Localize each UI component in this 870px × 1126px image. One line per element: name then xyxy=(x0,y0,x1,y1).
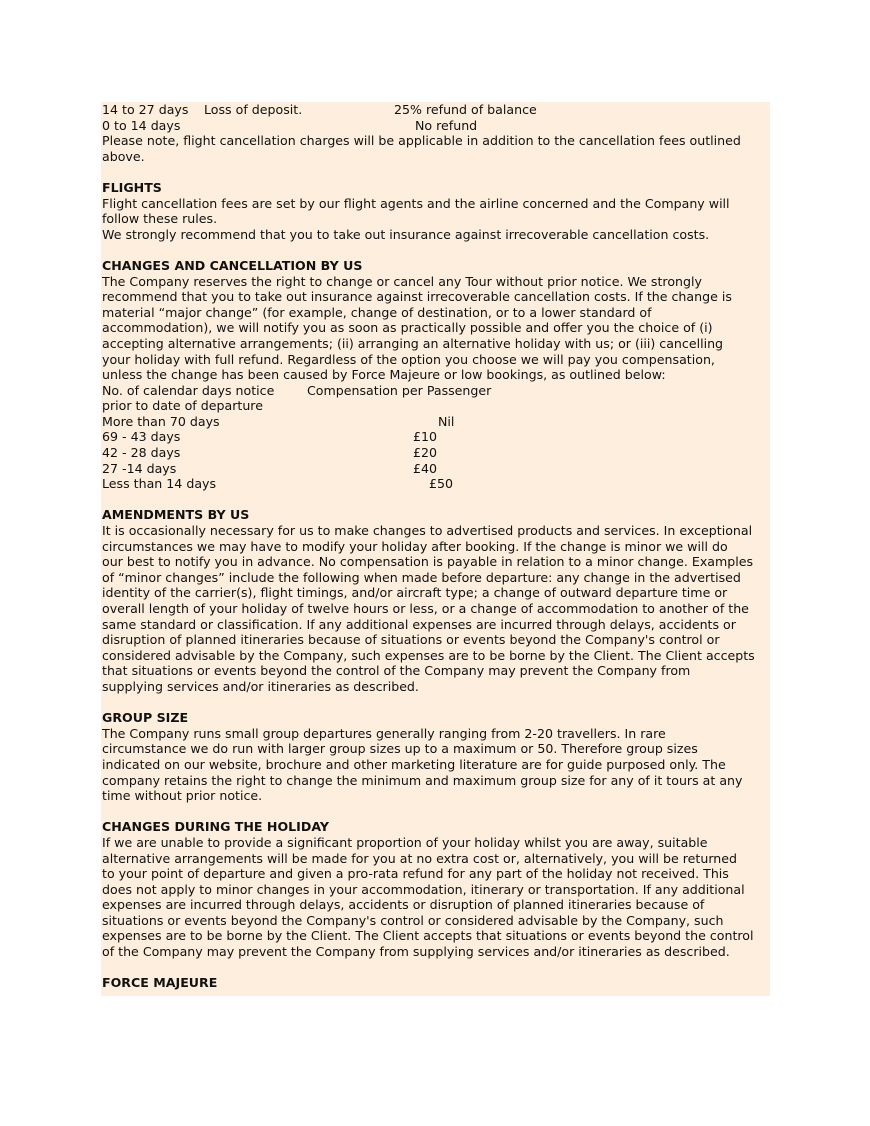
paragraph-line: The Company reserves the right to change or cancel any Tour without prior notice. We strongly xyxy=(102,273,702,289)
section-heading-force-majeure: FORCE MAJEURE xyxy=(102,975,218,991)
compensation-amount: £40 xyxy=(413,460,438,476)
paragraph-line: recommend that you to take out insurance against irrecoverable cancellation costs. If the change is xyxy=(102,289,732,305)
compensation-table-header xyxy=(102,383,770,399)
paragraph-line: our best to notify you in advance. No compensation is payable in relation to a minor change. Examples xyxy=(102,554,754,570)
cancellation-refund: 25% refund of balance xyxy=(394,102,537,117)
cancellation-refund: No refund xyxy=(415,117,478,133)
paragraph-line: indicated on our website, brochure and other marketing literature are for guide purposed only. The xyxy=(102,756,726,772)
paragraph-line: disruption of planned itineraries because of situations or events beyond the Company's control or xyxy=(102,632,720,648)
compensation-days: Less than 14 days xyxy=(102,476,217,492)
paragraph-line: accommodation), we will notify you as soon as practically possible and offer you the choice of (i) xyxy=(102,320,713,336)
compensation-row xyxy=(102,414,770,430)
compensation-row xyxy=(102,476,770,492)
paragraph-line: of “minor changes” include the following when made before departure: any change in the advertised xyxy=(102,569,741,585)
table-header-compensation: Compensation per Passenger xyxy=(307,382,492,398)
paragraph-line: expenses are incurred through delays, accidents or disruption of planned itineraries because of xyxy=(102,897,705,913)
paragraph-line: situations or events beyond the Company's control or considered advisable by the Company, such xyxy=(102,912,724,928)
compensation-days: 42 - 28 days xyxy=(102,445,181,461)
compensation-amount: £20 xyxy=(413,445,438,461)
paragraph-line: It is occasionally necessary for us to make changes to advertised products and services. In exceptional xyxy=(102,523,753,539)
compensation-row xyxy=(102,429,770,445)
paragraph-line: unless the change has been caused by Force Majeure or low bookings, as outlined below: xyxy=(102,367,666,383)
paragraph-line: material “major change” (for example, change of destination, or to a lower standard of xyxy=(102,304,652,320)
paragraph-line: considered advisable by the Company, such expenses are to be borne by the Client. The Client accepts xyxy=(102,647,755,663)
section-heading-group-size: GROUP SIZE xyxy=(102,710,189,726)
section-heading-changes-during: CHANGES DURING THE HOLIDAY xyxy=(102,819,329,835)
paragraph-line: company retains the right to change the minimum and maximum group size for any of it tours at any xyxy=(102,772,743,788)
paragraph-line: If we are unable to provide a significant proportion of your holiday whilst you are away, suitable xyxy=(102,834,708,850)
cancellation-charge: Loss of deposit. xyxy=(204,102,303,117)
note-line: Please note, flight cancellation charges will be applicable in addition to the cancellation fees outlined xyxy=(102,133,741,149)
paragraph-line: does not apply to minor changes in your accommodation, itinerary or transportation. If any additional xyxy=(102,881,745,897)
compensation-amount: £50 xyxy=(429,476,454,492)
section-heading-amendments: AMENDMENTS BY US xyxy=(102,507,250,523)
paragraph-line: The Company runs small group departures generally ranging from 2-20 travellers. In rare xyxy=(102,725,666,741)
paragraph-line: We strongly recommend that you to take out insurance against irrecoverable cancellation costs. xyxy=(102,226,710,242)
compensation-table-header-cont: prior to date of departure xyxy=(102,398,263,414)
note-line: above. xyxy=(102,148,145,164)
document-body xyxy=(101,102,770,996)
cancellation-row xyxy=(102,102,770,118)
paragraph-line: alternative arrangements will be made for you at no extra cost or, alternatively, you will be returned xyxy=(102,850,738,866)
cancellation-days: 14 to 27 days xyxy=(102,102,189,117)
paragraph-line: accepting alternative arrangements; (ii) arranging an alternative holiday with us; or (iii) cancelling xyxy=(102,335,724,351)
paragraph-line: your holiday with full refund. Regardless of the option you choose we will pay you compensation, xyxy=(102,351,715,367)
paragraph-line: same standard or classification. If any additional expenses are incurred through delays, accidents or xyxy=(102,616,736,632)
paragraph-line: circumstance we do run with larger group sizes up to a maximum or 50. Therefore group sizes xyxy=(102,741,698,757)
paragraph-line: time without prior notice. xyxy=(102,788,263,804)
paragraph-line: follow these rules. xyxy=(102,211,218,227)
table-header-days: No. of calendar days notice xyxy=(102,382,275,398)
paragraph-line: overall length of your holiday of twelve hours or less, or a change of accommodation to another of the xyxy=(102,601,749,616)
paragraph-line: to your point of departure and given a pro-rata refund for any part of the holiday not received. This xyxy=(102,866,729,882)
section-heading-changes-by-us: CHANGES AND CANCELLATION BY US xyxy=(102,257,363,273)
paragraph-line: that situations or events beyond the control of the Company may prevent the Company from xyxy=(102,663,691,679)
compensation-row xyxy=(102,461,770,477)
paragraph-line: identity of the carrier(s), flight timings, and/or aircraft type; a change of outward departure time or xyxy=(102,585,728,601)
compensation-days: 27 -14 days xyxy=(102,460,177,476)
compensation-days: 69 - 43 days xyxy=(102,429,181,445)
section-heading-flights: FLIGHTS xyxy=(102,179,162,195)
cancellation-days: 0 to 14 days xyxy=(102,117,181,133)
compensation-amount: Nil xyxy=(438,413,455,429)
compensation-amount: £10 xyxy=(413,429,438,445)
cancellation-row xyxy=(102,118,770,134)
paragraph-line: circumstances we may have to modify your holiday after booking. If the change is minor we will do xyxy=(102,538,728,554)
paragraph-line: supplying services and/or itineraries as described. xyxy=(102,678,419,694)
compensation-days: More than 70 days xyxy=(102,413,220,429)
compensation-row xyxy=(102,445,770,461)
paragraph-line: expenses are to be borne by the Client. The Client accepts that situations or events beyond the control xyxy=(102,928,754,944)
paragraph-line: Flight cancellation fees are set by our flight agents and the airline concerned and the Company will xyxy=(102,195,730,211)
paragraph-line: of the Company may prevent the Company from supplying services and/or itineraries as described. xyxy=(102,944,730,960)
